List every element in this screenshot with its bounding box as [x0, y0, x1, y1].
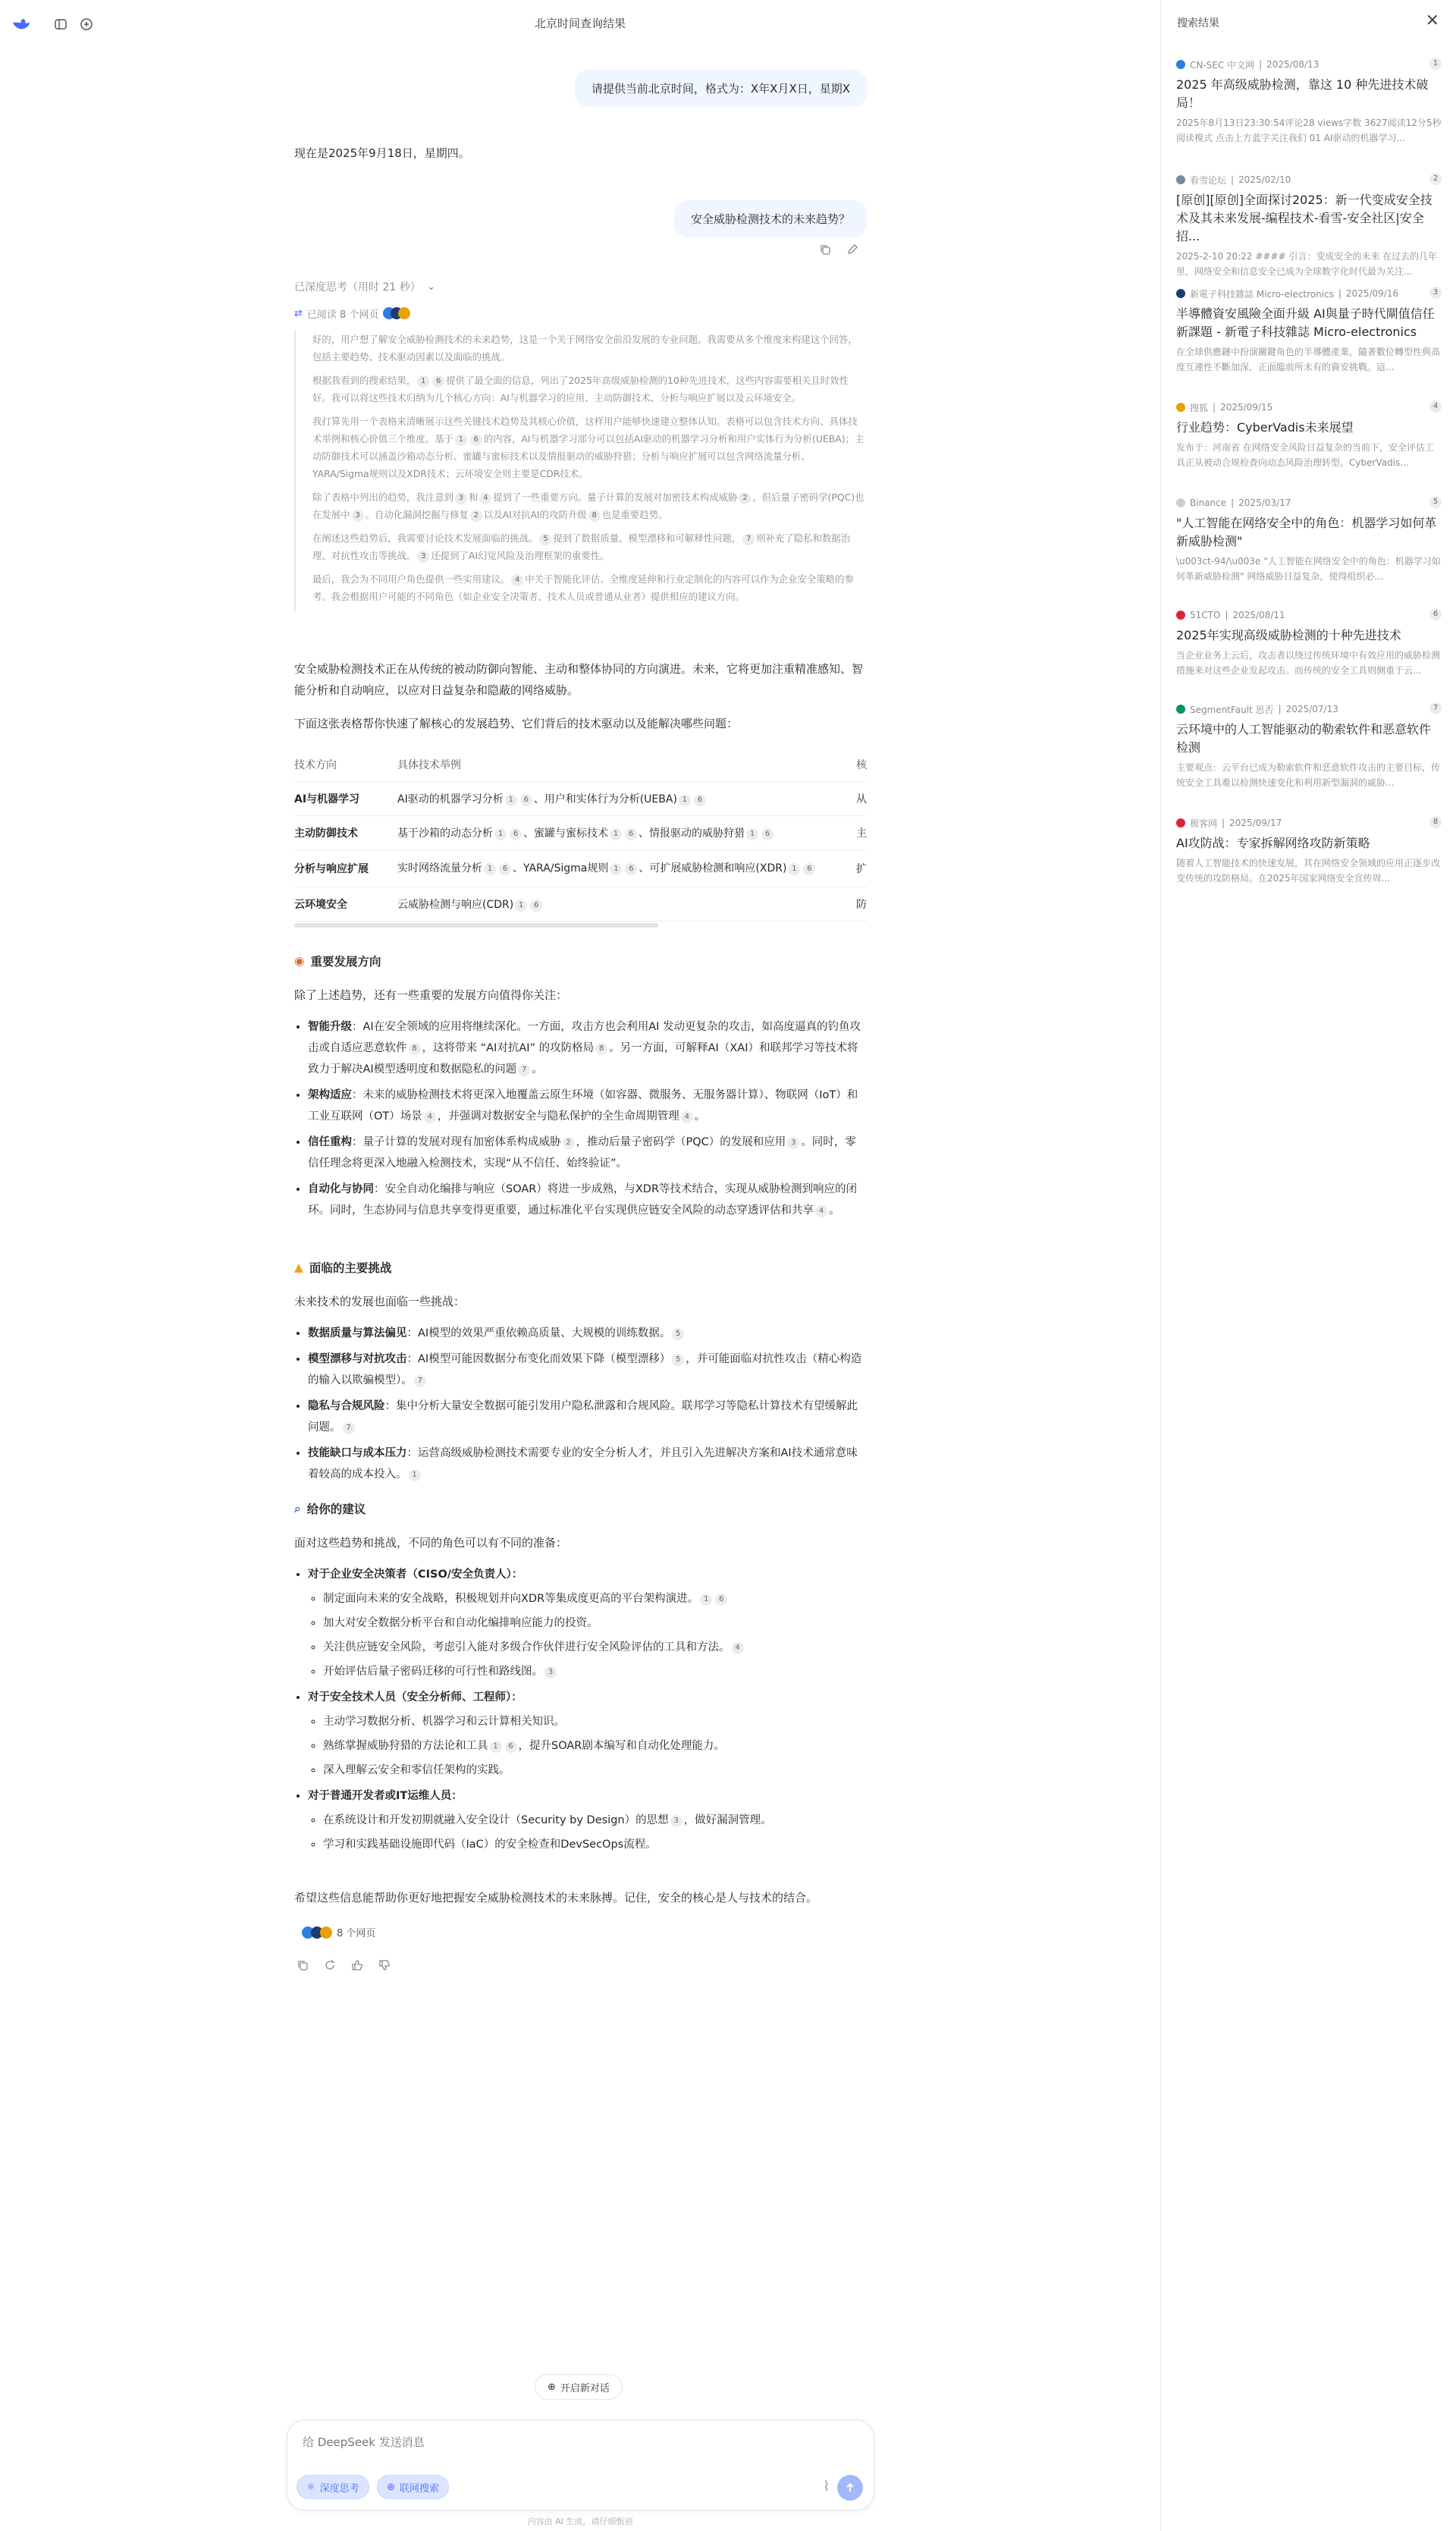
- result-date: 2025/02/10: [1238, 174, 1291, 185]
- read-pages-label: 已阅读 8 个网页: [306, 309, 379, 321]
- table-lead: 下面这张表格帮你快速了解核心的发展趋势、它们背后的技术驱动以及能解决哪些问题：: [294, 717, 739, 730]
- sub-item: [323, 1588, 867, 1609]
- item-bold: 信任重构: [308, 1136, 352, 1148]
- table-cell: [397, 816, 856, 850]
- section-title: 给你的建议: [306, 1503, 366, 1516]
- sub-text: 在系统设计和开发初期就融入安全设计（Security by Design）的思想: [323, 1814, 669, 1826]
- source-favicon: [1176, 611, 1185, 620]
- citation-badge[interactable]: 7: [742, 533, 755, 545]
- result-meta: [1176, 287, 1442, 300]
- item-text: ，并可能面临对抗性攻击（精心构造的输入以欺骗模型）。: [308, 1353, 862, 1386]
- panel-title: 搜索结果: [1177, 17, 1219, 30]
- citation-badge[interactable]: 4: [732, 1642, 744, 1654]
- search-result-card[interactable]: [1176, 173, 1442, 279]
- user-message-2: 安全威胁检测技术的未来趋势？: [674, 200, 867, 237]
- result-snippet: 随着人工智能技术的快速发展，其在网络安全领域的应用正逐步改变传统的攻防格局。在2025年国家网络安全宣传周...: [1176, 858, 1441, 884]
- separator: |: [1222, 818, 1225, 828]
- result-number: 2: [1429, 173, 1442, 185]
- list-item: [308, 1564, 867, 1682]
- citation-badge[interactable]: 6: [530, 900, 542, 912]
- citation-badge[interactable]: 4: [815, 1205, 827, 1217]
- section-heading-directions: [294, 953, 381, 969]
- search-result-card[interactable]: [1176, 702, 1442, 790]
- section-lead: 除了上述趋势，还有一些重要的发展方向值得你关注：: [294, 988, 568, 1002]
- result-source: 51CTO: [1190, 610, 1221, 620]
- item-text: 。另一方面，可解释AI（XAI）和联邦学习等技术将致力于解决AI模型透明度和数据隐私的问题: [308, 1042, 858, 1076]
- result-number: 6: [1429, 608, 1442, 620]
- result-source: CN-SEC 中文网: [1190, 59, 1255, 71]
- table-row: [294, 816, 867, 850]
- table-cell: 主: [856, 816, 867, 850]
- section-lead: 未来技术的发展也面临一些挑战：: [294, 1295, 466, 1308]
- source-favicons: [383, 307, 410, 320]
- cell-text: 、可扩展威胁检测和响应(XDR): [639, 862, 787, 875]
- attach-icon[interactable]: ⌇: [823, 2479, 830, 2495]
- item-text: 。: [829, 1204, 840, 1217]
- table-cell: [397, 887, 856, 922]
- warning-icon: ▲: [294, 1261, 303, 1274]
- table-header-row: [294, 748, 867, 782]
- citation-badge[interactable]: 1: [610, 863, 622, 875]
- chevron-down-icon: ⌄: [426, 281, 436, 293]
- think-text: 根据我看到的搜索结果，: [312, 375, 416, 386]
- list-item: [308, 1132, 867, 1174]
- result-title: 2025年实现高级威胁检测的十种先进技术: [1176, 628, 1401, 642]
- sub-text: ，提升SOAR剧本编写和自动化处理能力。: [518, 1740, 725, 1752]
- think-text: 和: [468, 491, 479, 503]
- cell-text: 基于沙箱的动态分析: [397, 827, 493, 840]
- group-title: 对于普通开发者或IT运维人员：: [308, 1790, 463, 1802]
- citation-badge[interactable]: 4: [479, 492, 491, 504]
- message-input[interactable]: [301, 2431, 855, 2454]
- citation-badge[interactable]: 5: [672, 1328, 684, 1340]
- challenge-list: [294, 1323, 867, 1490]
- separator: |: [1231, 498, 1235, 508]
- source-favicon: [1176, 498, 1185, 507]
- source-favicon: [1176, 705, 1185, 714]
- send-button[interactable]: [837, 2475, 863, 2501]
- citation-badge[interactable]: 6: [803, 863, 815, 875]
- citation-badge[interactable]: 2: [563, 1137, 575, 1149]
- think-text: 我打算先用一个表格来清晰展示这些关键技术趋势及其核心价值，这样用户能够快速建立整体认知。表格可以包含技术方向、具体技术举例和核心价值三个维度。基于: [312, 416, 858, 444]
- citation-badge[interactable]: 3: [455, 492, 467, 504]
- item-text: ：AI在安全领域的应用将继续深化。一方面，攻击方也会利用AI 发动更复杂的攻击，如高度逼真的钓鱼攻击或自适应恶意软件: [308, 1021, 861, 1054]
- closing-text: 希望这些信息能帮助你更好地把握安全威胁检测技术的未来脉搏。记住，安全的核心是人与技术的结合。: [294, 1891, 818, 1905]
- source-favicon: [1176, 818, 1185, 827]
- result-number: 8: [1429, 816, 1442, 828]
- thinking-content: [294, 331, 867, 611]
- citation-badge[interactable]: 6: [510, 828, 522, 840]
- citation-badge[interactable]: 6: [625, 863, 637, 875]
- item-bold: 架构适应: [308, 1089, 352, 1101]
- citation-badge[interactable]: 1: [515, 900, 527, 912]
- sub-item: ◦ 主动学习数据分析、机器学习和云计算相关知识。: [323, 1711, 867, 1732]
- conversation-title: 北京时间查询结果: [534, 17, 626, 30]
- result-source: 新電子科技雜誌 Micro-electronics: [1190, 288, 1334, 300]
- sub-text: 关注供应链安全风险，考虑引入能对多级合作伙伴进行安全风险评估的工具和方法。: [323, 1641, 730, 1653]
- sub-item: [323, 1810, 867, 1831]
- thumbs-up-icon[interactable]: [349, 1957, 366, 1974]
- favicon: [320, 1927, 332, 1939]
- citation-badge[interactable]: 1: [490, 1741, 502, 1753]
- result-date: 2025/08/13: [1266, 59, 1320, 70]
- citation-badge[interactable]: 1: [679, 794, 691, 806]
- list-item: [308, 1396, 867, 1438]
- table-header: 具体技术举例: [397, 748, 856, 782]
- search-result-card[interactable]: [1176, 496, 1442, 584]
- table-header: 技术方向: [294, 748, 397, 782]
- citation-badge[interactable]: 1: [700, 1594, 712, 1606]
- source-favicon: [1176, 403, 1185, 412]
- citation-badge[interactable]: 2: [470, 510, 482, 522]
- edit-icon[interactable]: [844, 241, 861, 258]
- item-text: ：运营高级威胁检测技术需要专业的安全分析人才，并且引入先进解决方案和AI技术通常意味着较高的成本投入。: [308, 1447, 858, 1481]
- citation-badge[interactable]: 6: [520, 794, 532, 806]
- result-meta: [1176, 496, 1442, 510]
- result-number: 5: [1429, 496, 1442, 508]
- item-bold: 自动化与协同: [308, 1183, 374, 1195]
- direction-list: [294, 1016, 867, 1226]
- chip-label: 深度思考: [319, 2482, 359, 2495]
- citation-badge[interactable]: 8: [409, 1043, 421, 1055]
- cell-text: 、情报驱动的威胁狩猎: [639, 827, 745, 840]
- citation-badge[interactable]: 3: [417, 551, 429, 563]
- separator: |: [1231, 174, 1235, 185]
- separator: |: [1213, 402, 1216, 413]
- cell-text: 云威胁检测与响应(CDR): [397, 899, 514, 911]
- item-text: 。同时，零信任理念将更深入地融入检测技术，实现“从不信任、始终验证”。: [308, 1136, 856, 1170]
- result-snippet: 2025年8月13日23:30:54评论28 views字数 3627阅读12分5秒阅读模式 点击上方蓝字关注我们 01 AI驱动的机器学习...: [1176, 118, 1442, 143]
- table-cell: 扩: [856, 850, 867, 887]
- think-text: 提到了一些重要方向。量子计算的发展对加密技术构成威胁: [493, 491, 738, 503]
- item-text: 。: [694, 1110, 706, 1123]
- compass-icon: ◉: [294, 954, 305, 968]
- message-actions: [817, 241, 861, 258]
- citation-badge[interactable]: 6: [432, 375, 444, 388]
- table-cell: [397, 850, 856, 887]
- think-text: 提到了数据质量、模型漂移和可解释性问题，: [553, 532, 742, 544]
- citation-badge[interactable]: 2: [739, 492, 751, 504]
- table-row: [294, 850, 867, 887]
- result-date: 2025/08/11: [1232, 610, 1285, 620]
- result-source: SegmentFault 思否: [1190, 704, 1274, 715]
- regenerate-icon[interactable]: [322, 1957, 338, 1974]
- result-date: 2025/03/17: [1238, 498, 1291, 508]
- separator: |: [1225, 610, 1228, 620]
- group-title: 对于企业安全决策者（CISO/安全负责人）：: [308, 1569, 523, 1581]
- result-snippet: 当企业业务上云后，攻击者以绕过传统环境中有效应用的威胁检测措施来对这些企业发起攻击。而传统的安全工具则侧重于云...: [1176, 650, 1441, 676]
- result-meta: [1176, 816, 1442, 830]
- citation-badge[interactable]: 1: [505, 794, 517, 806]
- trend-table-wrap[interactable]: [294, 748, 867, 928]
- citation-badge[interactable]: 8: [595, 1043, 607, 1055]
- think-text: 以及AI对抗AI的攻防升级: [483, 509, 587, 520]
- result-number: 1: [1429, 58, 1442, 70]
- citation-badge[interactable]: 6: [625, 828, 637, 840]
- separator: |: [1338, 288, 1341, 299]
- close-icon[interactable]: ×: [1425, 11, 1439, 30]
- think-text: 的内容，AI与机器学习部分可以包括AI驱动的机器学习分析和用户实体行为分析(UEBA)；主动防御技术可以涵盖沙箱动态分析、蜜罐与蜜标技术以及情报驱动的威胁狩猎；分析与响应扩展可以包含网络流量分析、YARA/Sigma规则以及XDR技术；云环境安全则主要是CDR技术。: [312, 433, 864, 479]
- item-text: ：AI模型的效果严重依赖高质量、大规模的训练数据。: [406, 1327, 671, 1339]
- web-search-chip[interactable]: [377, 2475, 449, 2499]
- think-text: 好的，用户想了解安全威胁检测技术的未来趋势，这是一个关于网络安全前沿发展的专业问题。我需要从多个维度来构建这个回答，包括主要趋势、技术驱动因素以及面临的挑战。: [312, 334, 858, 363]
- user-message-1: 请提供当前北京时间，格式为：X年X月X日，星期X: [575, 70, 867, 107]
- list-item: [308, 1443, 867, 1485]
- citation-badge[interactable]: 1: [610, 828, 622, 840]
- list-item: [308, 1016, 867, 1080]
- think-text: 提供了最全面的信息，列出了2025年高级威胁检测的10种先进技术，这些内容需要相关且时效性好。我可以将这些技术归纳为几个核心方向：AI与机器学习的应用、主动防御技术、分析与响应扩展以及云环境安全。: [312, 375, 849, 404]
- item-text: ：AI模型可能因数据分布变化而效果下降（模型漂移）: [406, 1353, 671, 1365]
- favicon: [398, 307, 410, 319]
- think-text: 还提到了AI幻觉风险及治理框架的重要性。: [431, 550, 610, 561]
- advice-list: [294, 1564, 867, 1860]
- citation-badge[interactable]: 1: [788, 863, 800, 875]
- atom-icon: ⚛: [306, 2481, 315, 2493]
- result-title: 行业趋势：CyberVadis未来展望: [1176, 420, 1354, 435]
- search-result-card[interactable]: [1176, 58, 1442, 146]
- table-row: [294, 782, 867, 816]
- item-text: ，这将带来 “AI对抗AI” 的攻防格局: [422, 1042, 595, 1054]
- citation-badge[interactable]: 8: [588, 510, 601, 522]
- new-chat-label: 开启新对话: [560, 2382, 610, 2394]
- item-text: ：量子计算的发展对现有加密体系构成威胁: [352, 1136, 561, 1148]
- sources-label: 8 个网页: [337, 1928, 376, 1939]
- item-text: ：集中分析大量安全数据可能引发用户隐私泄露和合规风险。联邦学习等隐私计算技术有望缓解此问题。: [308, 1400, 858, 1434]
- table-cell: 主动防御技术: [294, 816, 397, 850]
- citation-badge[interactable]: 6: [761, 828, 774, 840]
- group-title: 对于安全技术人员（安全分析师、工程师）：: [308, 1691, 522, 1704]
- think-text: 在阐述这些趋势后，我需要讨论技术发展面临的挑战。: [312, 532, 538, 544]
- deep-think-label: 已深度思考（用时 21 秒）: [294, 281, 421, 294]
- think-text: 除了表格中列出的趋势，我注意到: [312, 491, 453, 503]
- result-snippet: 主要观点：云平台已成为勒索软件和恶意软件攻击的主要目标，传统安全工具难以检测快速变化和利用新型漏洞的威胁...: [1176, 762, 1441, 788]
- result-title: AI攻防战：专家拆解网络攻防新策略: [1176, 836, 1370, 850]
- list-item: [308, 1349, 867, 1391]
- citation-badge[interactable]: 6: [694, 794, 706, 806]
- sub-text: 熟练掌握威胁狩猎的方法论和工具: [323, 1740, 488, 1752]
- section-lead: 面对这些趋势和挑战，不同的角色可以有不同的准备：: [294, 1536, 568, 1550]
- think-text: 中关于智能化评估、全维度延伸和行业定制化的内容可以作为企业安全策略的参考。我会根据用户可能的不同角色（如企业安全决策者、技术人员或普通从业者）提供相应的建议方向。: [312, 573, 854, 602]
- result-source: 搜狐: [1190, 402, 1209, 413]
- result-meta: [1176, 58, 1442, 71]
- result-title: 云环境中的人工智能驱动的勒索软件和恶意软件检测: [1176, 722, 1432, 755]
- sub-item: ◦ 学习和实践基础设施即代码（IaC）的安全检查和DevSecOps流程。: [323, 1834, 867, 1855]
- citation-badge[interactable]: 7: [343, 1422, 355, 1434]
- result-meta: [1176, 702, 1442, 716]
- answer-actions: [294, 1957, 393, 1974]
- result-number: 3: [1429, 287, 1442, 299]
- sub-text: 开始评估后量子密码迁移的可行性和路线图。: [323, 1666, 543, 1678]
- item-text: 。: [532, 1063, 543, 1076]
- section-heading-advice: [294, 1500, 366, 1517]
- separator: |: [1278, 704, 1282, 714]
- sources-button[interactable]: [294, 1922, 383, 1942]
- copy-icon[interactable]: [817, 241, 833, 258]
- cell-text: 实时网络流量分析: [397, 862, 482, 875]
- read-pages-row[interactable]: [294, 306, 410, 321]
- cell-text: AI驱动的机器学习分析: [397, 793, 504, 805]
- table-cell: 从: [856, 782, 867, 816]
- citation-badge[interactable]: 7: [414, 1375, 426, 1387]
- cell-text: 、蜜罐与蜜标技术: [523, 827, 608, 840]
- section-title: 重要发展方向: [310, 955, 381, 969]
- think-text: 则补充了隐私和数据治理、对抗性攻击等挑战。: [312, 532, 851, 561]
- result-date: 2025/09/15: [1220, 402, 1273, 413]
- citation-badge[interactable]: 7: [518, 1064, 530, 1076]
- result-source: 看雪论坛: [1190, 174, 1227, 186]
- search-result-card[interactable]: [1176, 287, 1442, 375]
- list-item: [308, 1785, 867, 1855]
- citation-badge[interactable]: 1: [746, 828, 758, 840]
- table-header: 核: [856, 748, 867, 782]
- item-bold: 数据质量与算法偏见: [308, 1327, 407, 1339]
- table-row: [294, 887, 867, 922]
- sub-item: ◦ 加大对安全数据分析平台和自动化编排响应能力的投资。: [323, 1612, 867, 1634]
- list-item: [308, 1179, 867, 1221]
- result-source: 极客网: [1190, 818, 1218, 829]
- table-cell: 云环境安全: [294, 887, 397, 922]
- intro-text: 安全威胁检测技术正在从传统的被动防御向智能、主动和整体协同的方向演进。未来，它将更加注重精准感知、智能分析和自动响应，以应对日益复杂和隐蔽的网络威胁。: [294, 662, 864, 697]
- source-favicon: [1176, 60, 1185, 69]
- citation-badge[interactable]: 1: [409, 1469, 421, 1481]
- think-text: 也是重要趋势。: [601, 509, 668, 520]
- search-result-card[interactable]: [1176, 608, 1442, 678]
- list-item: [308, 1085, 867, 1127]
- citation-badge[interactable]: 3: [352, 510, 364, 522]
- item-text: ：未来的威胁检测技术将更深入地覆盖云原生环境（如容器、微服务、无服务器计算）、物联网（IoT）和工业互联网（OT）场景: [308, 1089, 858, 1123]
- table-cell: [397, 782, 856, 816]
- citation-badge[interactable]: 1: [484, 863, 496, 875]
- sub-text: ，做好漏洞管理。: [683, 1814, 772, 1826]
- table-scrollbar[interactable]: [294, 923, 658, 928]
- think-text: 。自动化漏洞挖掘与修复: [365, 509, 469, 520]
- item-bold: 隐私与合规风险: [308, 1400, 385, 1412]
- new-chat-button[interactable]: [535, 2374, 623, 2400]
- sub-text: 制定面向未来的安全战略，积极规划并向XDR等集成度更高的平台架构演进。: [323, 1593, 699, 1605]
- citation-badge[interactable]: 6: [505, 1741, 517, 1753]
- list-item: [308, 1323, 867, 1344]
- composer: [287, 2420, 874, 2511]
- result-title: [原创][原创]全面探讨2025：新一代变成安全技术及其未来发展-编程技术-看雪-安全社区|安全招...: [1176, 193, 1432, 243]
- citation-badge[interactable]: 5: [672, 1354, 684, 1366]
- sub-item: [323, 1661, 867, 1682]
- citation-badge[interactable]: 1: [417, 375, 429, 388]
- result-snippet: 2025-2-10 20:22 #### 引言：变成安全的未来 在过去的几年里，网络安全和信息安全已成为全球数字化时代最为关注...: [1176, 251, 1438, 277]
- citation-badge[interactable]: 1: [494, 828, 507, 840]
- citation-badge[interactable]: 5: [539, 533, 551, 545]
- result-date: 2025/09/17: [1229, 818, 1282, 828]
- item-text: ，推动后量子密码学（PQC）的发展和应用: [576, 1136, 786, 1148]
- result-title: "人工智能在网络安全中的角色：机器学习如何革新威胁检测": [1176, 516, 1437, 548]
- section-title: 面临的主要挑战: [309, 1261, 392, 1275]
- citation-badge[interactable]: 6: [499, 863, 511, 875]
- result-snippet: 在全球供應鏈中扮演關鍵角色的半導體產業，隨著數位轉型性與高度互連性不斷加深，正面臨前所未有的資安挑戰。這...: [1176, 347, 1441, 372]
- citation-badge[interactable]: 1: [455, 434, 467, 446]
- assistant-answer-1: 现在是2025年9月18日，星期四。: [294, 146, 470, 160]
- result-title: 半導體資安風險全面升級 AI與量子時代閘值信任新課題 - 新電子科技雜誌 Micro-electronics: [1176, 306, 1435, 339]
- item-bold: 智能升级: [308, 1021, 352, 1033]
- source-favicon: [1176, 289, 1185, 298]
- search-sources-icon: ⇄: [294, 308, 303, 319]
- section-heading-challenges: [294, 1259, 391, 1276]
- chip-label: 联网搜索: [399, 2482, 439, 2495]
- result-meta: [1176, 173, 1442, 187]
- result-snippet: 发布于：河南省 在网络安全风险日益复杂的当前下，安全评估工具正从被动合规检查向动态风险治理转型。CyberVadis...: [1176, 442, 1434, 468]
- item-text: ：安全自动化编排与响应（SOAR）将进一步成熟，与XDR等技术结合，实现从威胁检测到响应的闭环。同时，生态协同与信息共享变得更重要，通过标准化平台实现供应链安全风险的动态穿透评估和共享: [308, 1183, 858, 1217]
- source-favicon: [1176, 175, 1185, 184]
- trend-table: [294, 748, 867, 922]
- item-bold: 技能缺口与成本压力: [308, 1447, 407, 1459]
- search-icon: ⌕: [294, 1501, 301, 1515]
- citation-badge[interactable]: 4: [681, 1111, 693, 1123]
- citation-badge[interactable]: 3: [670, 1815, 682, 1827]
- citation-badge[interactable]: 3: [544, 1666, 557, 1678]
- table-cell: AI与机器学习: [294, 782, 397, 816]
- globe-icon: ⊕: [387, 2481, 395, 2493]
- search-results-panel: [1160, 0, 1456, 2531]
- result-date: 2025/07/13: [1285, 704, 1338, 714]
- result-number: 7: [1429, 702, 1442, 714]
- result-date: 2025/09/16: [1345, 288, 1399, 299]
- sub-item: [323, 1735, 867, 1757]
- result-source: Binance: [1190, 498, 1227, 508]
- citation-badge[interactable]: 6: [715, 1594, 727, 1606]
- ai-disclaimer: 内容由 AI 生成，请仔细甄别: [527, 2517, 633, 2526]
- deep-think-toggle[interactable]: [294, 279, 435, 294]
- list-item: [308, 1687, 867, 1781]
- item-text: ，并强调对数据安全与隐私保护的全生命周期管理: [437, 1110, 679, 1123]
- arrow-up-icon: [844, 2482, 856, 2494]
- result-number: 4: [1429, 400, 1442, 413]
- citation-badge[interactable]: 6: [470, 434, 482, 446]
- result-snippet: \u003ct-94/\u003e "人工智能在网络安全中的角色：机器学习如何革新威胁检测" 网络威胁日益复杂，使得组织必...: [1176, 556, 1441, 582]
- plus-circle-icon: ⊕: [548, 2381, 556, 2393]
- citation-badge[interactable]: 3: [787, 1137, 799, 1149]
- item-bold: 模型漂移与对抗攻击: [308, 1353, 407, 1365]
- citation-badge[interactable]: 4: [511, 574, 523, 586]
- deep-think-chip[interactable]: [297, 2475, 369, 2499]
- cell-text: 、YARA/Sigma规则: [513, 862, 609, 875]
- answer-intro: [294, 658, 867, 701]
- result-meta: [1176, 400, 1442, 414]
- cell-text: 、用户和实体行为分析(UEBA): [533, 793, 677, 805]
- result-title: 2025 年高级威胁检测，靠这 10 种先进技术破局！: [1176, 77, 1429, 110]
- search-result-card[interactable]: [1176, 816, 1442, 886]
- think-text: 最后，我会为不同用户角色提供一些实用建议。: [312, 573, 510, 585]
- think-text: ，但后量子密码学(PQC)也在发展中: [312, 491, 864, 520]
- separator: |: [1259, 59, 1263, 70]
- result-meta: [1176, 608, 1442, 622]
- search-result-card[interactable]: [1176, 400, 1442, 470]
- thumbs-down-icon[interactable]: [376, 1957, 393, 1974]
- copy-icon[interactable]: [294, 1957, 311, 1974]
- citation-badge[interactable]: 4: [424, 1111, 436, 1123]
- sub-item: ◦ 深入理解云安全和零信任架构的实践。: [323, 1760, 867, 1781]
- sub-item: [323, 1637, 867, 1658]
- table-cell: 防: [856, 887, 867, 922]
- table-cell: 分析与响应扩展: [294, 850, 397, 887]
